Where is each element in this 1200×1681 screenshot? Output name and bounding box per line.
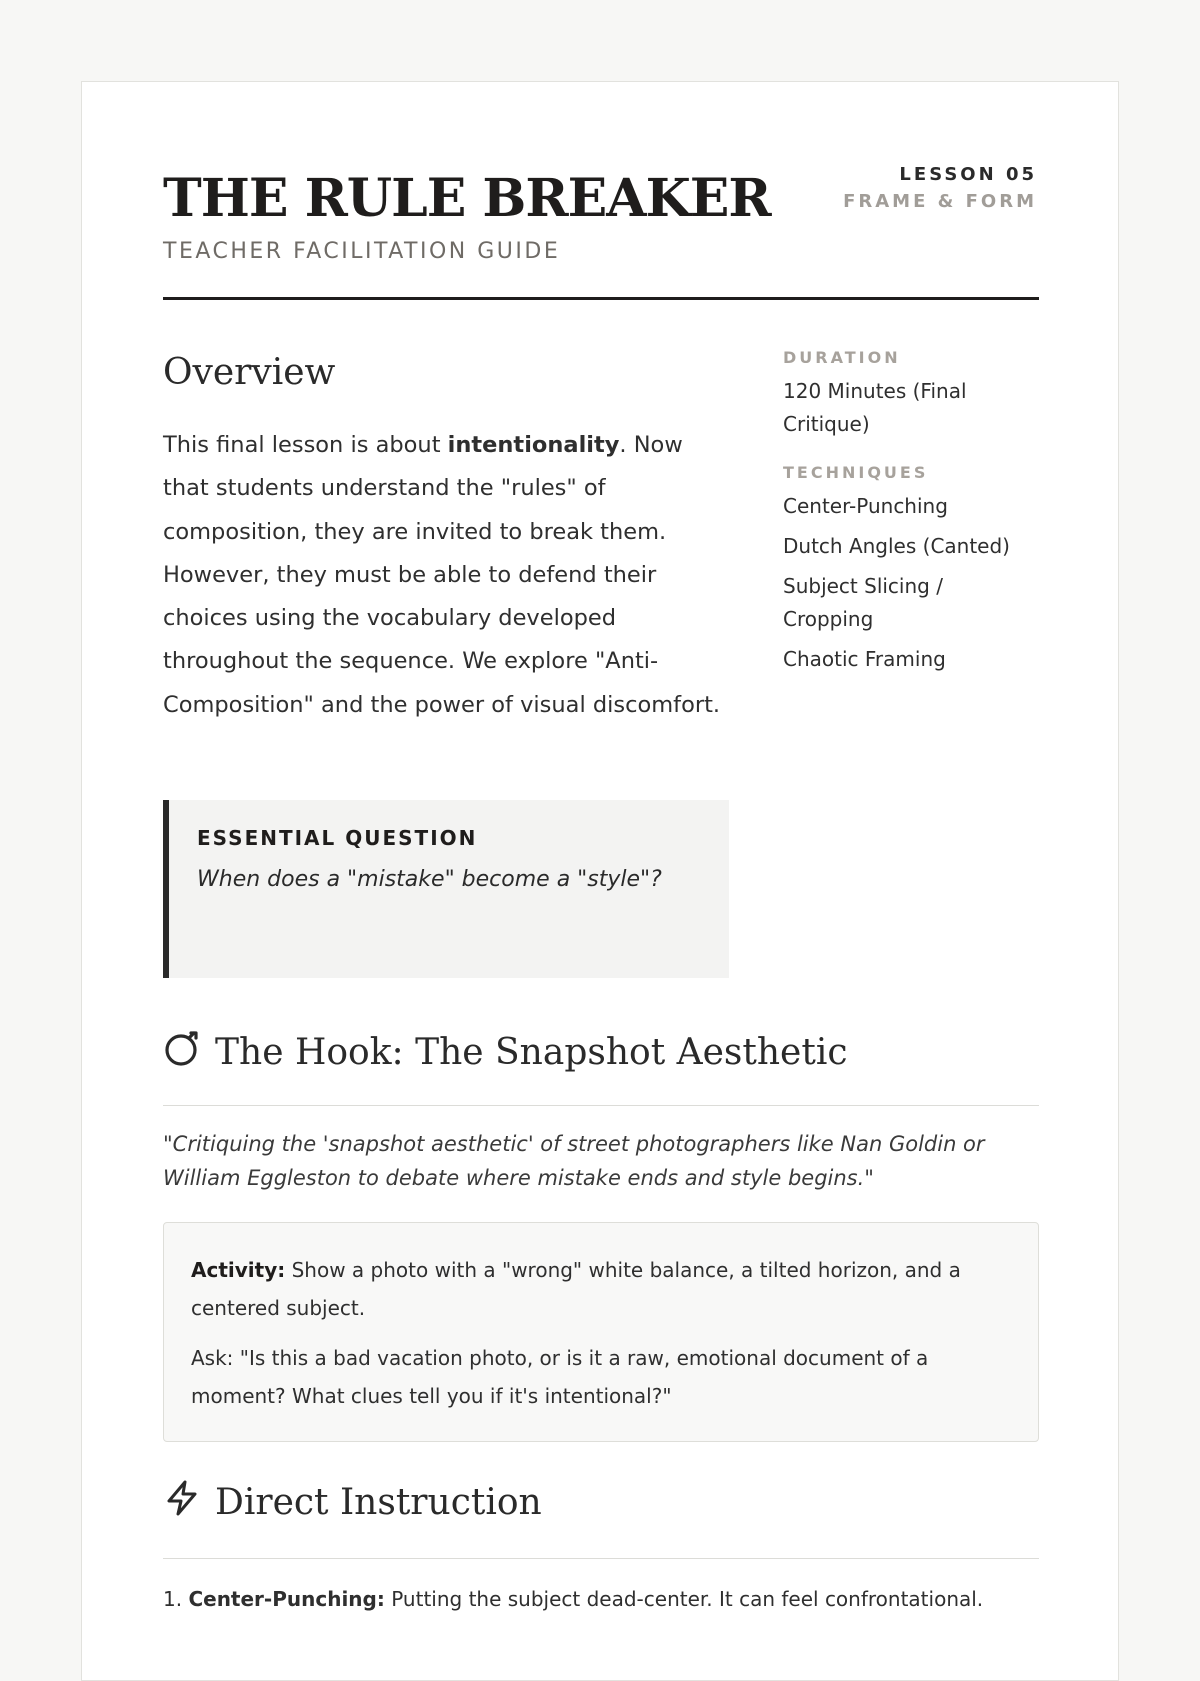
essential-question-label: ESSENTIAL QUESTION — [197, 826, 478, 850]
techniques-list — [783, 490, 1039, 676]
hook-quote: "Critiquing the 'snapshot aesthetic' of street photographers like Nan Goldin or William Eggleston to debate where mistake ends and style begins." — [163, 1132, 985, 1190]
page-title: THE RULE BREAKER — [163, 168, 771, 229]
essential-question-callout — [163, 800, 729, 978]
timer-icon — [163, 1029, 201, 1076]
instruction-heading-text: Direct Instruction — [215, 1482, 542, 1523]
lesson-sidebar — [783, 348, 1039, 683]
techniques-label: TECHNIQUES — [783, 463, 929, 482]
activity-text: Activity: Show a photo with a "wrong" white balance, a tilted horizon, and a centered subject. — [191, 1258, 961, 1320]
overview-emphasis: intentionality — [447, 432, 620, 458]
technique-item: Dutch Angles (Canted) — [783, 534, 1010, 558]
header-divider — [163, 297, 1039, 300]
instruction-item-label: Center-Punching: — [188, 1587, 385, 1611]
guide-page — [81, 81, 1119, 1681]
technique-item: Center-Punching — [783, 494, 948, 518]
hook-heading — [163, 1029, 1039, 1076]
lightning-icon — [163, 1479, 201, 1526]
duration-label: DURATION — [783, 348, 901, 367]
hook-divider — [163, 1105, 1039, 1106]
activity-label: Activity: — [191, 1258, 286, 1282]
instruction-heading — [163, 1479, 1039, 1526]
lesson-number: LESSON 05 — [899, 164, 1037, 185]
page-subtitle: TEACHER FACILITATION GUIDE — [163, 239, 561, 264]
hook-heading-text: The Hook: The Snapshot Aesthetic — [215, 1032, 848, 1073]
lesson-series: FRAME & FORM — [843, 191, 1037, 212]
technique-item: Chaotic Framing — [783, 647, 946, 671]
lesson-meta — [843, 164, 1037, 212]
ask-text: Ask: "Is this a bad vacation photo, or is it a raw, emotional document of a moment? What clues tell you if it's intentional?" — [191, 1346, 929, 1408]
essential-question-text: When does a "mistake" become a "style"? — [197, 867, 662, 892]
instruction-item: 1. Center-Punching: Putting the subject dead-center. It can feel confrontational. — [163, 1587, 984, 1611]
overview-heading: Overview — [163, 352, 336, 393]
technique-item: Subject Slicing / Cropping — [783, 574, 943, 631]
instruction-divider — [163, 1558, 1039, 1559]
overview-text: This final lesson is about intentionality. Now that students understand the "rules" of composition, they are invited to break them. However, they must be able to defend their choices using the vocabulary developed throughout the sequence. We explore "Anti-Composition" and the power of visual discomfort. — [163, 432, 721, 718]
activity-box — [163, 1222, 1039, 1442]
duration-value: 120 Minutes (Final Critique) — [783, 379, 967, 436]
